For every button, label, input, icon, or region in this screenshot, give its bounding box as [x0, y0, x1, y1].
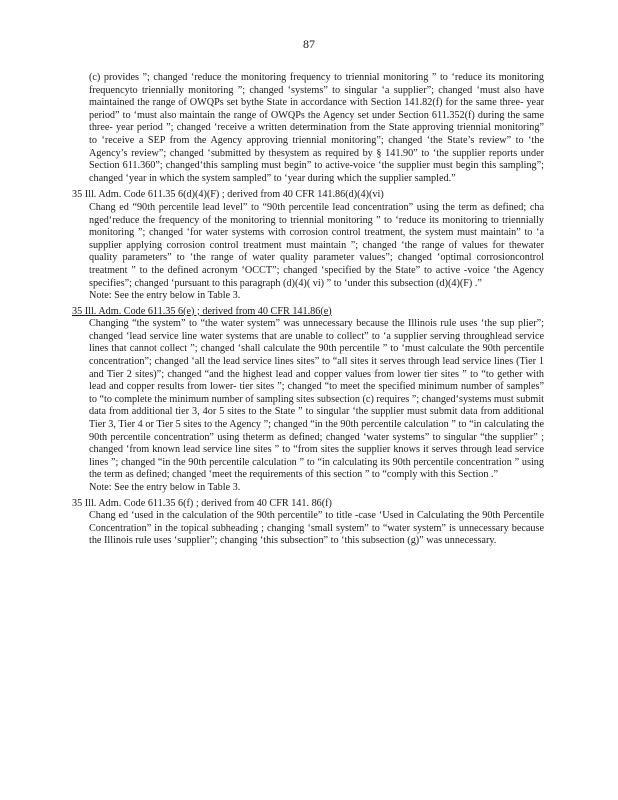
entry-heading: 35 Ill. Adm. Code 611.35 6(f) ; derived from 40 CFR 141. 86(f)	[72, 497, 332, 509]
page-content	[72, 72, 544, 551]
entry-body: Chang ed ‘used in the calculation of the 90th percentile” to title -case ‘Used in Calculating the 90th Percentile Concentration” in the topical subheading ; changing ‘small system” to “water system” is unnecessary because the Illinois rule uses ‘supplier”; changing ‘this subsection” to ‘this subsection (g)” was unnecessary.	[89, 510, 544, 547]
entry-heading-text: 35 Ill. Adm. Code 611.35 6(e) ; derived from 40 CFR 141.86(e)	[72, 305, 332, 317]
entry-611-356-f	[72, 498, 544, 548]
entry-body: Changing “the system” to “the water system” was unnecessary because the Illinois rule uses ‘the sup plier”; changed ‘lead service line water systems that are unable to collect” to ‘a supplier serving throughlead service lines that cannot collect ”; changed ‘shall calculate the 90th percentile ” to ‘must calculate the 90th percentile concentration”; changed ‘all the lead service lines sites” to “all sites it serves through lead service lines (Tier 1 and Tier 2 sites)”; changed “and the highest lead and copper values from lower tier sites ” to “to gether with lead and copper results from lower- tier sites ”; changed “to meet the specified minimum number of samples” to “to complete the minimum number of sampling sites subsection (c) requires ”; changed‘systems must submit data from additional tier 3, 4or 5 sites to the State ” to singular ‘the supplier must submit data from additional Tier 3, Tier 4 or Tier 5 sites to the Agency ”; changed “in the 90th percentile calculation ” to “in calculating the 90th percentile concentration” using theterm as defined; changed ‘water systems” to singular “the supplier” ; changed ‘from known lead service line sites ” to “from sites the supplier knows it serves through lead service lines ”; changed “in the 90th percentile calculation ” to “in calculating its 90th percentile concentration ” using the term as defined; changed ‘meet the requirements of this section ” to “comply with this Section .”	[89, 318, 544, 481]
continuation-paragraph: (c) provides ”; changed ‘reduce the monitoring frequency to triennial monitoring ” to ‘reduce its monitoring frequencyto triennially monitoring ”; changed ‘systems” to singular ‘a supplier”; changed ‘must also have maintained the range of OWQPs set bythe State in accordance with Section 141.82(f) for the same three- year period” to ‘must also maintain the range of OWQPs the Agency set under Section 611.352(f) during the same three- year period ”; changed ‘receive a written determination from the State approving triennial monitoring” to ‘receive a SEP from the Agency approving triennial monitoring”; changed ‘the State’s review” to ‘the Agency’s review”; changed ‘submitted by thesystem as required by § 141.90” to ‘the supplier reports under Section 611.360”; changed‘this sampling must begin” to active-voice ‘the supplier must begin this sampling”; changed ‘year in which the system sampled” to ‘year during which the supplier sampled.”	[89, 72, 544, 184]
entry-body: Chang ed “90th percentile lead level” to “90th percentile lead concentration” using the term as defined; cha nged‘reduce the frequency of the monitoring to triennial monitoring ” to ‘reduce its monitoring to triennially monitoring ”; changed ‘for water systems with corrosion control treatment, the system must maintain” to ‘a supplier applying corrosion control treatment must maintain ”; changed ‘the range of values for thewater quality parameters” to ‘the range of water quality parameter values”; changed ‘optimal corrosioncontrol treatment ” to the defined acronym ‘OCCT”; changed ‘specified by the State” to active -voice ‘the Agency specifies”; changed ‘pursuant to this paragraph (d)(4)( vi) ” to ‘under this subsection (d)(4)(F) .”	[89, 201, 544, 289]
entry-611-356-e	[72, 306, 544, 495]
page-number: 87	[303, 37, 315, 51]
entry-heading-underlined	[72, 306, 544, 319]
entry-heading: 35 Ill. Adm. Code 611.35 6(d)(4)(F) ; derived from 40 CFR 141.86(d)(4)(vi)	[72, 189, 384, 201]
entry-note: Note: See the entry below in Table 3.	[89, 482, 241, 493]
entry-611-356-d-4-f	[72, 189, 544, 302]
entry-note: Note: See the entry below in Table 3.	[89, 290, 241, 302]
